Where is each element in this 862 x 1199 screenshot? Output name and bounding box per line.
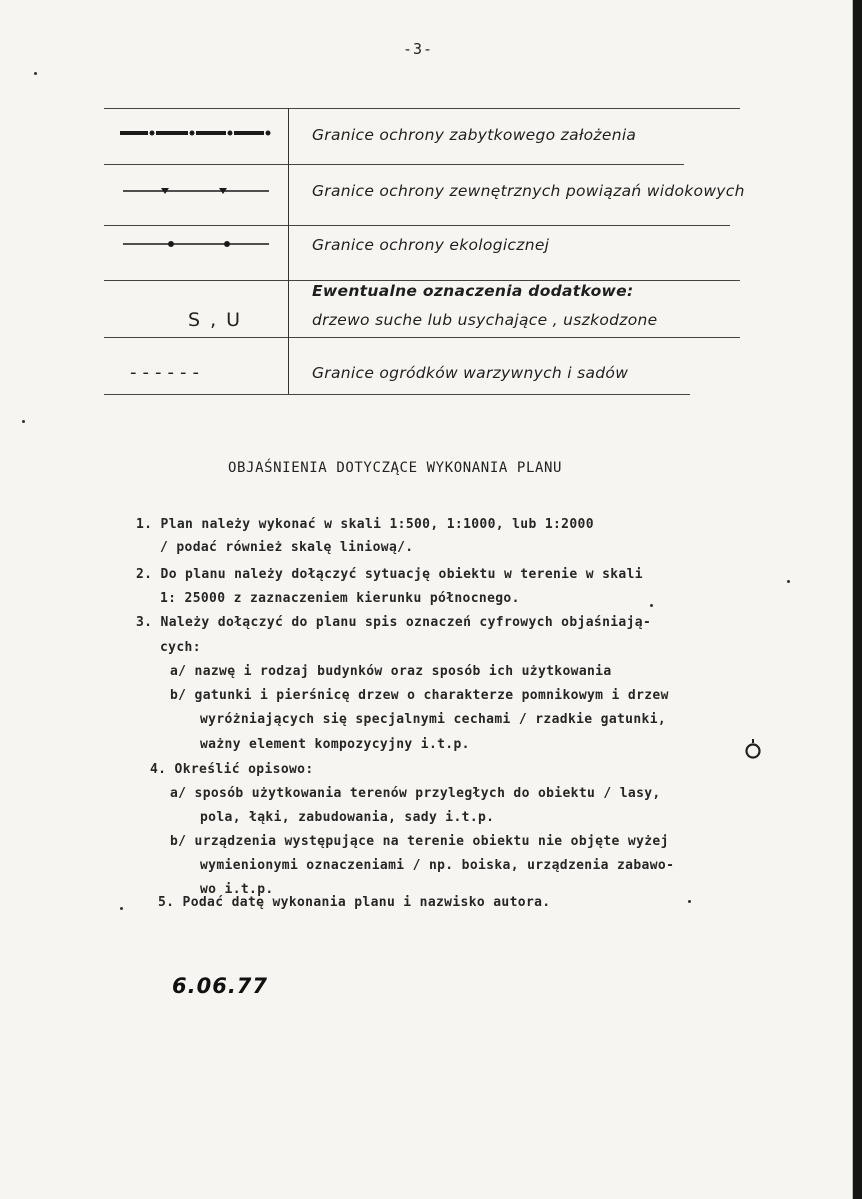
handwritten-date: 6.06.77 <box>172 974 269 998</box>
legend-symbol-text: ------ <box>130 362 205 383</box>
list-item: 1. Plan należy wykonać w skali 1:500, 1:1000, lub 1:2000 <box>136 517 594 532</box>
legend-text: Granice ochrony ekologicznej <box>312 236 550 254</box>
table-border-top <box>104 108 740 109</box>
scan-speck <box>22 420 25 423</box>
list-item-continuation: cych: <box>160 640 201 655</box>
scan-speck <box>650 604 653 607</box>
sub-item-continuation: wyróżniających się specjalnymi cechami / rzadkie gatunki, <box>200 712 667 727</box>
section-heading: OBJAŚNIENIA DOTYCZĄCE WYKONANIA PLANU <box>228 460 563 476</box>
line-triangle-icon <box>116 186 276 196</box>
scan-speck <box>688 900 691 903</box>
sub-item-continuation: wymienionymi oznaczeniami / np. boiska, urządzenia zabawo- <box>200 858 675 873</box>
legend-table <box>104 108 745 394</box>
legend-symbol-text: S , U <box>188 309 243 331</box>
legend-text: Ewentualne oznaczenia dodatkowe: <box>312 282 634 300</box>
sub-item: a/ sposób użytkowania terenów przyległych do obiektu / lasy, <box>170 786 661 801</box>
scan-speck <box>120 907 123 910</box>
line-dot-icon <box>116 239 276 249</box>
sub-item: a/ nazwę i rodzaj budynków oraz sposób ich użytkowania <box>170 664 612 679</box>
table-row-divider <box>104 337 740 338</box>
table-row-divider <box>104 280 740 281</box>
sub-item-continuation: ważny element kompozycyjny i.t.p. <box>200 737 470 752</box>
table-column-divider <box>288 108 289 394</box>
list-item: 5. Podać datę wykonania planu i nazwisko autora. <box>158 895 551 910</box>
page-number: -3- <box>403 40 434 58</box>
table-row-divider <box>104 225 730 226</box>
sub-item: b/ gatunki i pierśnicę drzew o charakterze pomnikowym i drzew <box>170 688 669 703</box>
legend-text: drzewo suche lub usychające , uszkodzone <box>312 311 658 329</box>
sub-item-continuation: pola, łąki, zabudowania, sady i.t.p. <box>200 810 495 825</box>
sub-item-continuation: wo i.t.p. <box>200 882 274 897</box>
legend-text: Granice ogródków warzywnych i sadów <box>312 364 629 382</box>
list-item-continuation: / podać również skalę liniową/. <box>160 540 414 555</box>
table-row-divider <box>104 164 684 165</box>
list-item: 4. Określić opisowo: <box>150 762 314 777</box>
legend-text: Granice ochrony zewnętrznych powiązań widokowych <box>312 182 745 200</box>
list-item-continuation: 1: 25000 z zaznaczeniem kierunku północnego. <box>160 591 520 606</box>
list-item: 2. Do planu należy dołączyć sytuację obiektu w terenie w skali <box>136 567 643 582</box>
scan-speck <box>34 72 37 75</box>
sub-item: b/ urządzenia występujące na terenie obiektu nie objęte wyżej <box>170 834 669 849</box>
dash-dot-heavy-icon <box>116 129 276 137</box>
scan-speck <box>787 580 790 583</box>
legend-text: Granice ochrony zabytkowego założenia <box>312 126 637 144</box>
table-border-bottom <box>104 394 690 395</box>
hole-punch-mark-icon <box>743 737 763 761</box>
list-item: 3. Należy dołączyć do planu spis oznaczeń cyfrowych objaśniają- <box>136 615 652 630</box>
